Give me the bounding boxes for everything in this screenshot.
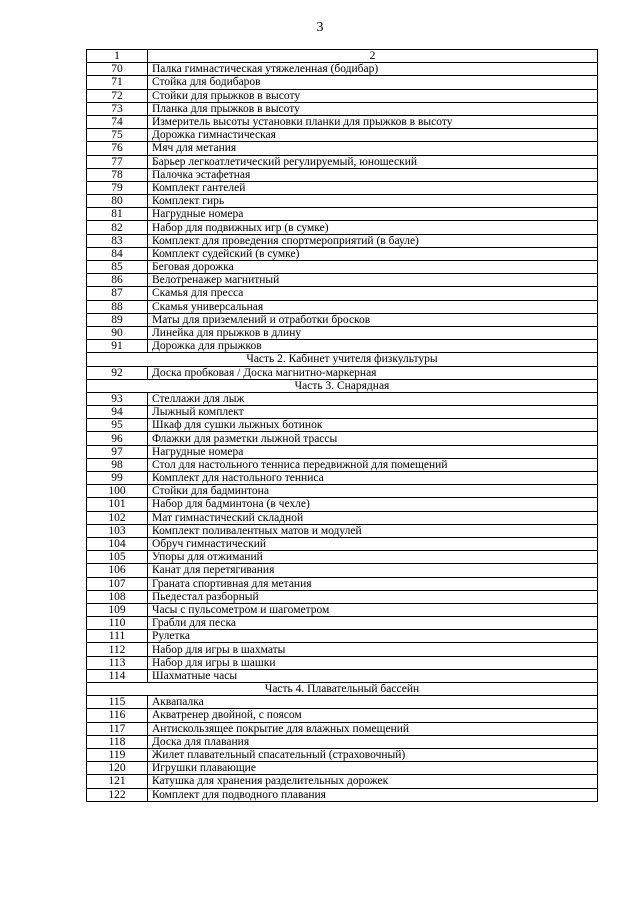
item-name: Стойки для прыжков в высоту [148, 89, 598, 102]
item-name: Игрушки плавающие [148, 762, 598, 775]
item-name: Упоры для отжиманий [148, 551, 598, 564]
item-name: Набор для игры в шашки [148, 656, 598, 669]
table-row [87, 630, 598, 643]
item-name: Стойка для бодибаров [148, 76, 598, 89]
item-number: 72 [87, 89, 148, 102]
table-row [87, 524, 598, 537]
table-row [87, 142, 598, 155]
item-name: Палочка эстафетная [148, 168, 598, 181]
item-number: 100 [87, 485, 148, 498]
item-number: 104 [87, 537, 148, 550]
table-row [87, 709, 598, 722]
item-name: Линейка для прыжков в длину [148, 326, 598, 339]
item-number: 74 [87, 115, 148, 128]
table-row [87, 722, 598, 735]
item-number: 77 [87, 155, 148, 168]
table-row [87, 590, 598, 603]
item-name: Грабли для песка [148, 617, 598, 630]
section-row [87, 683, 598, 696]
table-row [87, 234, 598, 247]
item-number: 112 [87, 643, 148, 656]
table-row [87, 168, 598, 181]
item-number: 82 [87, 221, 148, 234]
item-name: Нагрудные номера [148, 445, 598, 458]
item-number: 91 [87, 340, 148, 353]
item-name: Флажки для разметки лыжной трассы [148, 432, 598, 445]
table-row [87, 775, 598, 788]
item-number: 111 [87, 630, 148, 643]
item-number: 115 [87, 696, 148, 709]
item-name: Комплект для подводного плавания [148, 788, 598, 801]
table-row [87, 76, 598, 89]
table-row [87, 485, 598, 498]
item-number: 87 [87, 287, 148, 300]
item-name: Нагрудные номера [148, 208, 598, 221]
item-number: 76 [87, 142, 148, 155]
table-row [87, 129, 598, 142]
table-row [87, 537, 598, 550]
item-name: Мат гимнастический складной [148, 511, 598, 524]
table-row [87, 247, 598, 260]
item-number: 113 [87, 656, 148, 669]
item-name: Доска пробковая / Доска магнитно-маркерная [148, 366, 598, 379]
item-name: Беговая дорожка [148, 261, 598, 274]
item-number: 79 [87, 181, 148, 194]
item-name: Палка гимнастическая утяжеленная (бодибар) [148, 63, 598, 76]
table-row [87, 551, 598, 564]
page-number: 3 [316, 20, 324, 35]
item-number: 116 [87, 709, 148, 722]
table-row [87, 287, 598, 300]
item-name: Дорожка гимнастическая [148, 129, 598, 142]
item-number: 103 [87, 524, 148, 537]
table-row [87, 195, 598, 208]
table-row [87, 89, 598, 102]
equipment-table-body [87, 50, 598, 802]
item-number: 121 [87, 775, 148, 788]
item-name: Планка для прыжков в высоту [148, 102, 598, 115]
table-row [87, 762, 598, 775]
item-number: 120 [87, 762, 148, 775]
item-name: Набор для игры в шахматы [148, 643, 598, 656]
section-title: Часть 4. Плавательный бассейн [87, 683, 598, 696]
item-number: 71 [87, 76, 148, 89]
item-name: Набор для подвижных игр (в сумке) [148, 221, 598, 234]
item-number: 99 [87, 472, 148, 485]
item-name: Комплект для проведения спортмероприятий (в бауле) [148, 234, 598, 247]
table-row [87, 208, 598, 221]
table-row [87, 181, 598, 194]
item-name: Жилет плавательный спасательный (страховочный) [148, 748, 598, 761]
item-name: Канат для перетягивания [148, 564, 598, 577]
item-number: 70 [87, 63, 148, 76]
table-row [87, 617, 598, 630]
item-number: 98 [87, 458, 148, 471]
item-number: 95 [87, 419, 148, 432]
section-title: Часть 3. Снарядная [87, 379, 598, 392]
table-row [87, 366, 598, 379]
item-number: 114 [87, 669, 148, 682]
table-row [87, 445, 598, 458]
item-number: 73 [87, 102, 148, 115]
table-row [87, 656, 598, 669]
item-name: Пьедестал разборный [148, 590, 598, 603]
item-name: Доска для плавания [148, 735, 598, 748]
item-number: 118 [87, 735, 148, 748]
item-name: Акватренер двойной, с поясом [148, 709, 598, 722]
table-row [87, 102, 598, 115]
item-number: 101 [87, 498, 148, 511]
item-name: Маты для приземлений и отработки бросков [148, 313, 598, 326]
table-row [87, 748, 598, 761]
table-row [87, 340, 598, 353]
table-row [87, 696, 598, 709]
item-number: 108 [87, 590, 148, 603]
table-row [87, 313, 598, 326]
item-number: 89 [87, 313, 148, 326]
table-row [87, 419, 598, 432]
item-number: 75 [87, 129, 148, 142]
item-name: Стеллажи для лыж [148, 392, 598, 405]
table-row [87, 63, 598, 76]
table-row [87, 603, 598, 616]
table-row [87, 511, 598, 524]
table-row [87, 115, 598, 128]
item-number: 93 [87, 392, 148, 405]
table-row [87, 472, 598, 485]
item-name: Комплект судейский (в сумке) [148, 247, 598, 260]
item-number: 80 [87, 195, 148, 208]
table-row [87, 643, 598, 656]
equipment-table [86, 49, 598, 802]
table-row [87, 788, 598, 801]
item-name: Лыжный комплект [148, 406, 598, 419]
table-row [87, 564, 598, 577]
column-header-number: 1 [87, 50, 148, 63]
item-number: 83 [87, 234, 148, 247]
item-name: Скамья для пресса [148, 287, 598, 300]
item-number: 86 [87, 274, 148, 287]
item-number: 110 [87, 617, 148, 630]
item-name: Часы с пульсометром и шагометром [148, 603, 598, 616]
item-number: 94 [87, 406, 148, 419]
item-name: Обруч гимнастический [148, 537, 598, 550]
item-number: 90 [87, 326, 148, 339]
item-number: 107 [87, 577, 148, 590]
column-header-name: 2 [148, 50, 598, 63]
table-row [87, 274, 598, 287]
table-header-row [87, 50, 598, 63]
item-number: 92 [87, 366, 148, 379]
item-name: Рулетка [148, 630, 598, 643]
item-name: Набор для бадминтона (в чехле) [148, 498, 598, 511]
item-number: 109 [87, 603, 148, 616]
table-row [87, 392, 598, 405]
item-number: 88 [87, 300, 148, 313]
item-name: Комплект гирь [148, 195, 598, 208]
item-number: 119 [87, 748, 148, 761]
item-number: 122 [87, 788, 148, 801]
table-row [87, 326, 598, 339]
table-row [87, 432, 598, 445]
table-row [87, 300, 598, 313]
item-number: 102 [87, 511, 148, 524]
table-row [87, 669, 598, 682]
table-row [87, 155, 598, 168]
table-row [87, 458, 598, 471]
table-row [87, 261, 598, 274]
item-name: Велотренажер магнитный [148, 274, 598, 287]
item-name: Барьер легкоатлетический регулируемый, юношеский [148, 155, 598, 168]
item-name: Комплект гантелей [148, 181, 598, 194]
item-name: Катушка для хранения разделительных дорожек [148, 775, 598, 788]
item-number: 117 [87, 722, 148, 735]
section-title: Часть 2. Кабинет учителя физкультуры [87, 353, 598, 366]
item-number: 85 [87, 261, 148, 274]
item-name: Дорожка для прыжков [148, 340, 598, 353]
item-name: Комплект поливалентных матов и модулей [148, 524, 598, 537]
section-row [87, 353, 598, 366]
item-name: Комплект для настольного тенниса [148, 472, 598, 485]
item-name: Скамья универсальная [148, 300, 598, 313]
table-row [87, 735, 598, 748]
item-name: Стол для настольного тенниса передвижной для помещений [148, 458, 598, 471]
section-row [87, 379, 598, 392]
item-number: 105 [87, 551, 148, 564]
item-number: 97 [87, 445, 148, 458]
item-name: Шахматные часы [148, 669, 598, 682]
table-row [87, 221, 598, 234]
item-name: Мяч для метания [148, 142, 598, 155]
item-name: Стойки для бадминтона [148, 485, 598, 498]
table-row [87, 406, 598, 419]
item-name: Шкаф для сушки лыжных ботинок [148, 419, 598, 432]
item-number: 106 [87, 564, 148, 577]
item-number: 81 [87, 208, 148, 221]
item-name: Антискользящее покрытие для влажных помещений [148, 722, 598, 735]
item-name: Аквапалка [148, 696, 598, 709]
item-number: 78 [87, 168, 148, 181]
table-row [87, 498, 598, 511]
item-number: 84 [87, 247, 148, 260]
item-name: Измеритель высоты установки планки для прыжков в высоту [148, 115, 598, 128]
item-name: Граната спортивная для метания [148, 577, 598, 590]
table-row [87, 577, 598, 590]
item-number: 96 [87, 432, 148, 445]
